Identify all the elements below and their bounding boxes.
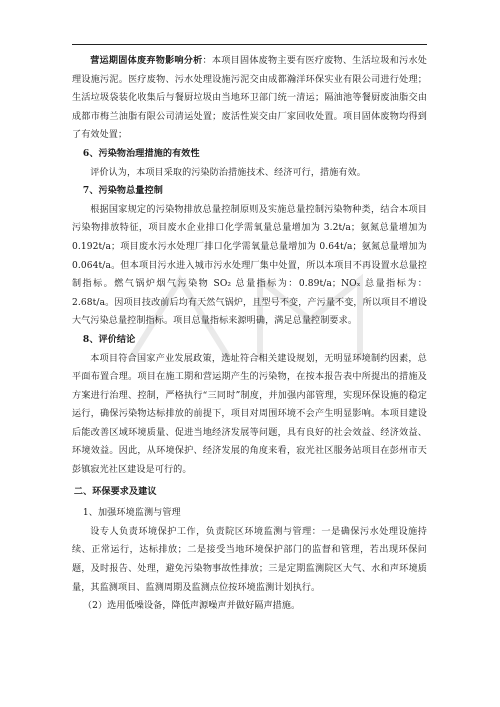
section-heading-requirements: 二、环保要求及建议 (73, 485, 157, 497)
section-heading-8: 8、评价结论 (82, 333, 136, 345)
subheading-noise: （2）选用低噪设备，降低声源噪声并做好隔声措施。 (82, 601, 301, 612)
header-rule (72, 44, 427, 45)
paragraph-solid-waste (72, 52, 427, 145)
paragraph-monitoring: 设专人负责环境保护工作，负责院区环境监测与管理：一是确保污水处理设施持续、正常运行，达标排放；二是接受当地环境保护部门的监督和管理，若出现环保问题，及时报告、处理，避免污染物事故性排放；三是定期监测院区大气、水和声环境质量，其监测项目、监测周期及监测点位按环境监测计划执行。 (72, 526, 427, 593)
paragraph-text: ：本项目固体废物主要有医疗废物、生活垃圾和污水处理设施污泥。医疗废物、污水处理设施污泥交由成都瀚洋环保实业有限公司进行处理；生活垃圾袋装化收集后与餐厨垃圾由当地环卫部门统一清运；隔油池等餐厨废油脂交由成都市梅兰油脂有限公司清运处置；废活性炭交由厂家回收处置。项目固体废物均得到了有效处置； (72, 56, 427, 141)
section-heading-7: 7、污染物总量控制 (82, 185, 163, 197)
paragraph-lead: 营运期固体废弃物影响分析 (90, 55, 203, 66)
subheading-monitoring: 1、加强环境监测与管理 (82, 508, 181, 519)
paragraph-total-control: 根据国家规定的污染物排放总量控制原则及实施总量控制污染物种类，结合本项目污染物排放特征，项目废水企业排口化学需氧量总量增加为 3.2t/a；氨氮总量增加为 0.192t/a；项目废水污水处理厂排口化学需氧量总量增加为 0.64t/a；氨氮总量增加为 0.064t/a。但本项目污水进入城市污水处理厂集中处置，所以本项目不再设置水总量控制指标。燃气锅炉烟气污染物 SO₂ 总量指标为：0.89t/a；NOₓ 总量指标为：2.68t/a。因项目技改前后均有天然气锅炉，且型号不变，产污量不变，所以项目不增设大气污染总量控制指标。项目总量指标来源明确，满足总量控制要求。 (72, 204, 427, 327)
document-body (72, 52, 427, 616)
paragraph-effectiveness: 评价认为，本项目采取的污染防治措施技术、经济可行，措施有效。 (90, 167, 367, 178)
section-heading-6: 6、污染物治理措施的有效性 (82, 147, 200, 159)
paragraph-conclusion: 本项目符合国家产业发展政策，选址符合相关建设规划，无明显环境制约因素，总平面布置合理。项目在施工期和营运期产生的污染物，在按本报告表中所提出的措施及方案进行治理、控制，严格执行“三同时”制度，并加强内部管理，实现环保设施的稳定运行，确保污染物达标排放的前提下，项目对周围环境不会产生明显影响。本项目建设后能改善区域环境质量、促进当地经济发展等问题，具有良好的社会效益、经济效益、环境效益。因此，从环境保护、经济发展的角度来看，寂光社区服务站项目在彭州市天彭镇寂光社区建设是可行的。 (72, 353, 427, 476)
